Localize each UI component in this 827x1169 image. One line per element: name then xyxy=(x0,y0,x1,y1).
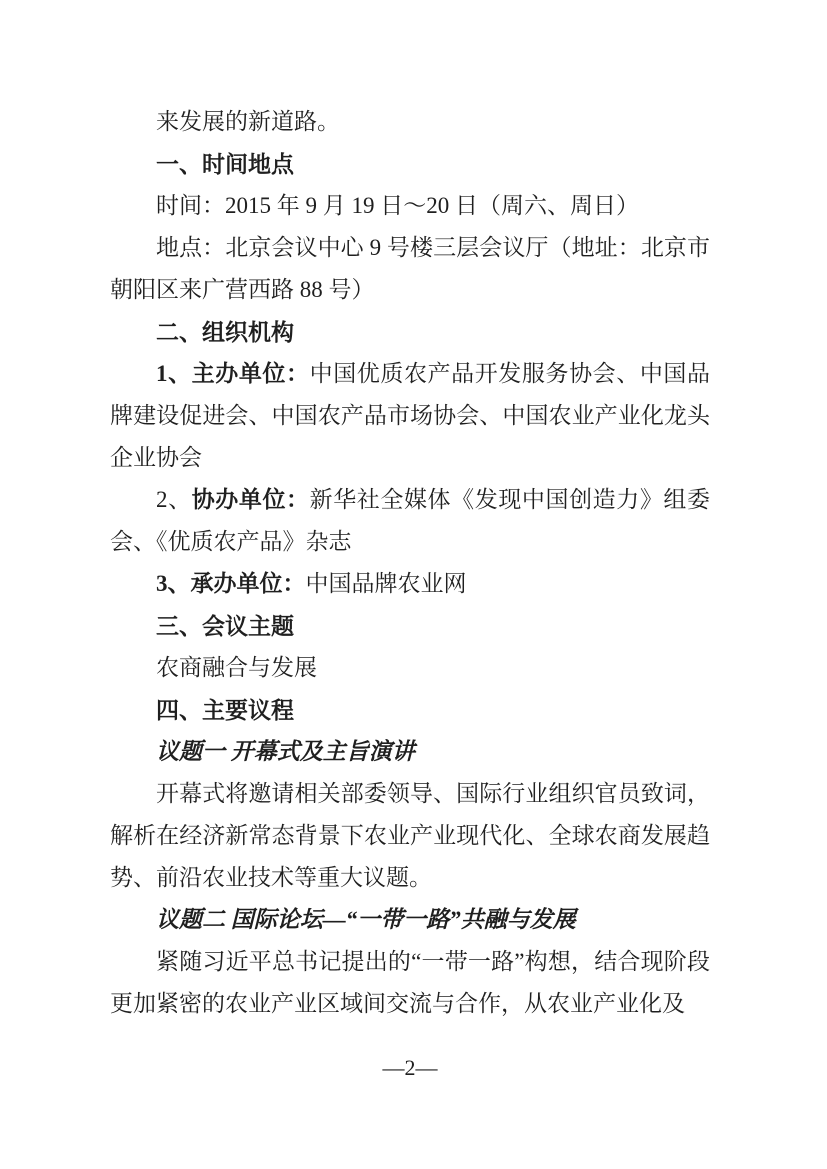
section-heading-agenda: 四、主要议程 xyxy=(156,697,294,723)
section-heading-time-place: 一、时间地点 xyxy=(156,151,294,177)
theme-line: 农商融合与发展 xyxy=(156,655,317,680)
co-organizer-number: 2、 xyxy=(156,487,192,512)
topic2-body: 紧随习近平总书记提出的“一带一路”构想，结合现阶段更加紧密的农业产业区域间交流与合作，从农业产业化及 xyxy=(110,949,710,1016)
section-heading-theme: 三、会议主题 xyxy=(156,613,294,639)
co-organizer-label: 协办单位： xyxy=(191,487,310,512)
topic1-title: 议题一 开幕式及主旨演讲 xyxy=(156,739,415,764)
organizer-value: 中国优质农产品开发服务协会、中国品牌建设促进会、中国农产品市场协会、中国农业产业化龙头企业协会 xyxy=(110,361,711,470)
page-number: —2— xyxy=(382,1055,438,1080)
topic1-body: 开幕式将邀请相关部委领导、国际行业组织官员致词，解析在经济新常态背景下农业产业现代化、全球农商发展趋势、前沿农业技术等重大议题。 xyxy=(110,781,710,890)
topic2-title: 议题二 国际论坛—“一带一路”共融与发展 xyxy=(156,907,576,932)
paragraph-continuation: 来发展的新道路。 xyxy=(156,109,340,134)
co-organizer-value: 新华社全媒体《发现中国创造力》组委会、《优质农产品》杂志 xyxy=(110,487,711,554)
time-line: 时间：2015 年 9 月 19 日～20 日（周六、周日） xyxy=(156,193,639,218)
undertaker-value: 中国品牌农业网 xyxy=(305,571,467,596)
page-footer xyxy=(110,1047,710,1089)
organizer-line xyxy=(110,353,710,479)
section-heading-organization: 二、组织机构 xyxy=(156,319,294,345)
document-body xyxy=(110,101,710,1025)
organizer-label: 1、主办单位： xyxy=(156,361,310,386)
co-organizer-line xyxy=(110,479,710,563)
undertaker-label: 3、承办单位： xyxy=(156,571,306,596)
undertaker-line xyxy=(110,563,710,605)
venue-line: 地点：北京会议中心 9 号楼三层会议厅（地址：北京市朝阳区来广营西路 88 号） xyxy=(110,235,710,302)
